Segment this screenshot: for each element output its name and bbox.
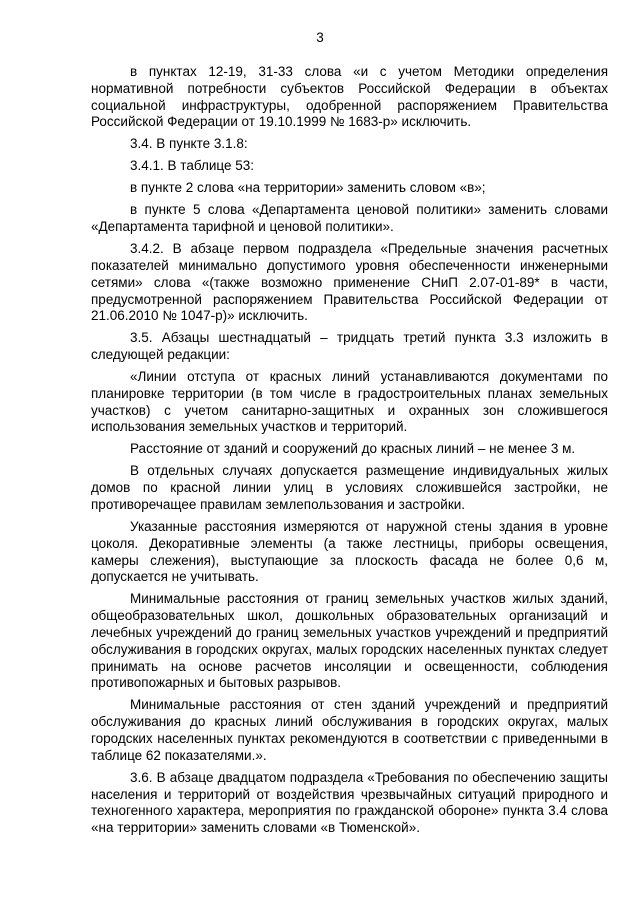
paragraph-3-4-heading: 3.4. В пункте 3.1.8: [130,136,248,152]
document-body [91,64,608,842]
paragraph-service-building-distances: Минимальные расстояния от стен зданий учреждений и предприятий обслуживания до красных линий обслуживания в городских округах, малых городских населенных пунктах рекомендуются в соответствии с приведенными в таблице 62 показателями.». [91,697,608,763]
paragraph-individual-houses: В отдельных случаях допускается размещение индивидуальных жилых домов по красной линии улиц в условиях сложившейся застройки, не противоречащее правилам землепользования и застройки. [91,463,608,513]
paragraph-3-4-1-heading: 3.4.1. В таблице 53: [130,158,254,174]
paragraph-3-5: 3.5. Абзацы шестнадцатый – тридцать третий пункта 3.3 изложить в следующей редакции: [91,330,608,363]
paragraph-item-5-replacement: в пункте 5 слова «Департамента ценовой политики» заменить словами «Департамента тарифной и ценовой политики». [91,202,608,235]
paragraph-items-12-19-exclusion: в пунктах 12-19, 31-33 слова «и с учетом Методики определения нормативной потребности субъектов Российской Федерации в объектах социальной инфраструктуры, одобренной распоряжением Правительства Российской Федерации от 19.10.1999 № 1683-р» исключить. [91,64,608,130]
paragraph-setback-lines: «Линии отступа от красных линий устанавливаются документами по планировке территории (в том числе в градостроительных планах земельных участков) с учетом санитарно-защитных и охранных зон сложившегося использования земельных участков и территорий. [91,369,608,435]
paragraph-land-plot-distances: Минимальные расстояния от границ земельных участков жилых зданий, общеобразовательных школ, дошкольных образовательных организаций и лечебных учреждений до границ земельных участков учреждений и предприятий обслуживания в городских округах, малых городских населенных пунктах следует принимать на основе расчетов инсоляции и освещенности, соблюдения противопожарных и бытовых разрывов. [91,591,608,691]
paragraph-item-2-replacement: в пункте 2 слова «на территории» заменить словом «в»; [130,180,486,196]
page-number: 3 [316,30,324,45]
paragraph-min-distance-red-lines: Расстояние от зданий и сооружений до красных линий – не менее 3 м. [130,441,576,457]
paragraph-measurement-rules: Указанные расстояния измеряются от наружной стены здания в уровне цоколя. Декоративные элементы (а также лестницы, приборы освещения, камеры слежения), выступающие за плоскость фасада не более 0,6 м, допускается не учитывать. [91,519,608,585]
paragraph-3-6: 3.6. В абзаце двадцатом подраздела «Требования по обеспечению защиты населения и территорий от воздействия чрезвычайных ситуаций природного и техногенного характера, мероприятия по гражданской обороне» пункта 3.4 слова «на территории» заменить словами «в Тюменской». [91,769,608,836]
paragraph-3-4-2: 3.4.2. В абзаце первом подраздела «Предельные значения расчетных показателей минимально допустимого уровня обеспеченности инженерными сетями» слова «(также возможно применение СНиП 2.07-01-89* в части, предусмотренной распоряжением Правительства Российской Федерации от 21.06.2010 № 1047-р)» исключить. [91,241,608,324]
